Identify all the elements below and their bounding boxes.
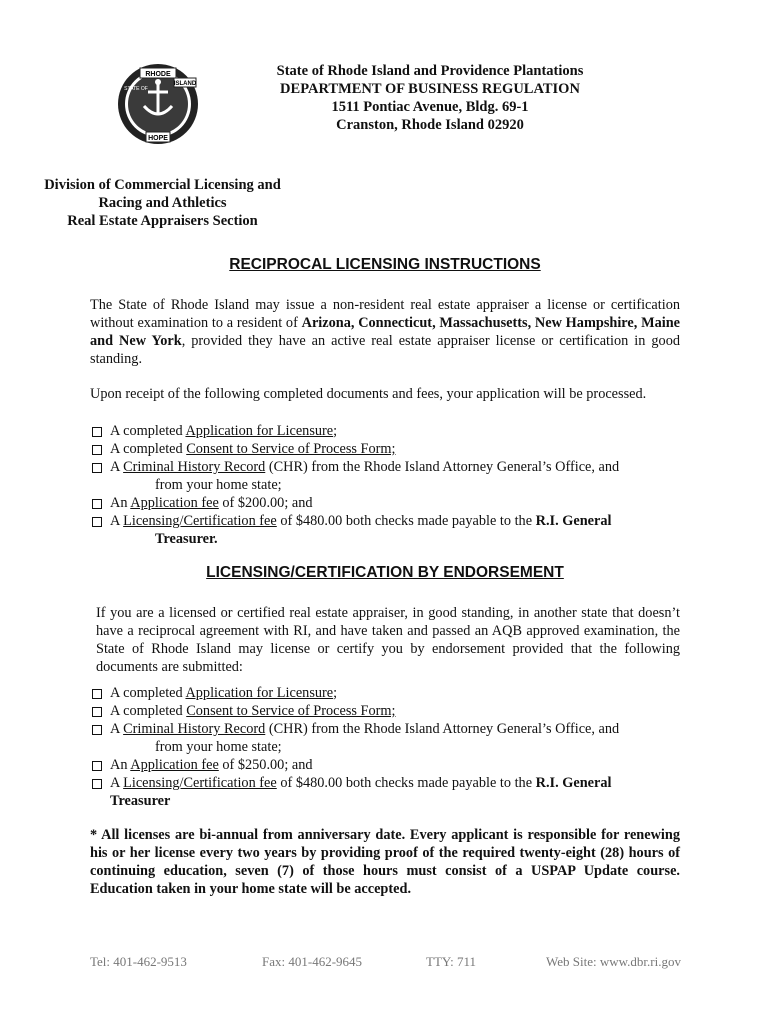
application-fee-link[interactable]: Application fee [130, 495, 219, 511]
checkbox-icon[interactable] [92, 517, 102, 527]
list-item: A completed Consent to Service of Process Form; [90, 702, 680, 720]
consent-form-link[interactable]: Consent to Service of Process Form; [186, 441, 396, 457]
division-block [20, 176, 305, 230]
list-item: A Criminal History Record (CHR) from the Rhode Island Attorney General’s Office, and from your home state; [90, 720, 680, 756]
checkbox-icon[interactable] [92, 427, 102, 437]
reciprocal-intro [90, 296, 680, 368]
list-item: A Licensing/Certification fee of $480.00 both checks made payable to the R.I. General Treasurer. [90, 512, 680, 548]
intro-text: , provided they have an active real estate appraiser license or certification in good standing. [90, 333, 681, 367]
checkbox-icon[interactable] [92, 725, 102, 735]
application-fee-link[interactable]: Application fee [130, 757, 219, 773]
seal-word: STATE OF [124, 86, 148, 92]
seal-top-text: RHODE [145, 71, 171, 78]
footer-tty: TTY: 711 [426, 954, 476, 969]
list-item: A completed Application for Licensure; [90, 684, 680, 702]
intro-text: The State of Rhode Island may issue a non-resident real estate appraiser a license or certification without examination to a resident of [90, 297, 680, 331]
footer-tel: Tel: 401-462-9513 [90, 954, 187, 969]
list-item: A Criminal History Record (CHR) from the Rhode Island Attorney General’s Office, and from your home state; [90, 458, 680, 494]
checkbox-icon[interactable] [92, 689, 102, 699]
checkbox-icon[interactable] [92, 779, 102, 789]
header-line: Cranston, Rhode Island 02920 [336, 117, 524, 133]
list-item: A completed Consent to Service of Process Form; [90, 440, 680, 458]
application-link[interactable]: Application for Licensure [185, 685, 334, 701]
reciprocal-checklist [90, 422, 680, 548]
seal-side-text: ISLAND [173, 81, 197, 87]
division-line: Racing and Athletics [98, 195, 227, 211]
renewal-note: * All licenses are bi-annual from anniversary date. Every applicant is responsible for renewing his or her license every two years by providing proof of the required twenty-eight (28) hours of continuing education, seven (7) of those hours must consist of a USPAP Update course. Education taken in your home state will be accepted. [90, 827, 680, 897]
list-item: A completed Application for Licensure; [90, 422, 680, 440]
chr-link[interactable]: Criminal History Record [123, 721, 266, 737]
department-header [230, 62, 630, 134]
header-line: State of Rhode Island and Providence Plantations [276, 63, 584, 79]
header-line: 1511 Pontiac Avenue, Bldg. 69-1 [331, 99, 529, 115]
endorsement-intro: If you are a licensed or certified real estate appraiser, in good standing, in another state that doesn’t have a reciprocal agreement with RI, and have taken and passed an AQB approved examination, the State of Rhode Island may license or certify you by endorsement provided that the following documents are submitted: [96, 605, 680, 675]
checkbox-icon[interactable] [92, 463, 102, 473]
footer-fax: Fax: 401-462-9645 [262, 954, 363, 969]
checkbox-icon[interactable] [92, 499, 102, 509]
division-line: Real Estate Appraisers Section [67, 213, 258, 229]
licensing-fee-link[interactable]: Licensing/Certification fee [123, 513, 277, 529]
endorsement-title: LICENSING/CERTIFICATION BY ENDORSEMENT [206, 564, 564, 581]
checkbox-icon[interactable] [92, 761, 102, 771]
header-line: DEPARTMENT OF BUSINESS REGULATION [280, 81, 580, 97]
eligible-states: Arizona, Connecticut, Massachusetts, New Hampshire, Maine and New York [90, 315, 680, 349]
list-item: An Application fee of $200.00; and [90, 494, 680, 512]
division-line: Division of Commercial Licensing and [44, 177, 281, 193]
endorsement-checklist [90, 684, 680, 810]
seal-bottom-text: HOPE [148, 135, 168, 142]
receipt-text: Upon receipt of the following completed documents and fees, your application will be processed. [90, 386, 647, 402]
chr-link[interactable]: Criminal History Record [123, 459, 266, 475]
list-item: An Application fee of $250.00; and [90, 756, 680, 774]
application-link[interactable]: Application for Licensure [185, 423, 334, 439]
checkbox-icon[interactable] [92, 707, 102, 717]
list-item: A Licensing/Certification fee of $480.00 both checks made payable to the R.I. General Treasurer [90, 774, 680, 810]
reciprocal-title: RECIPROCAL LICENSING INSTRUCTIONS [229, 256, 541, 273]
state-seal-logo [116, 62, 200, 146]
checkbox-icon[interactable] [92, 445, 102, 455]
footer-website[interactable]: Web Site: www.dbr.ri.gov [546, 954, 681, 969]
consent-form-link[interactable]: Consent to Service of Process Form; [186, 703, 396, 719]
licensing-fee-link[interactable]: Licensing/Certification fee [123, 775, 277, 791]
